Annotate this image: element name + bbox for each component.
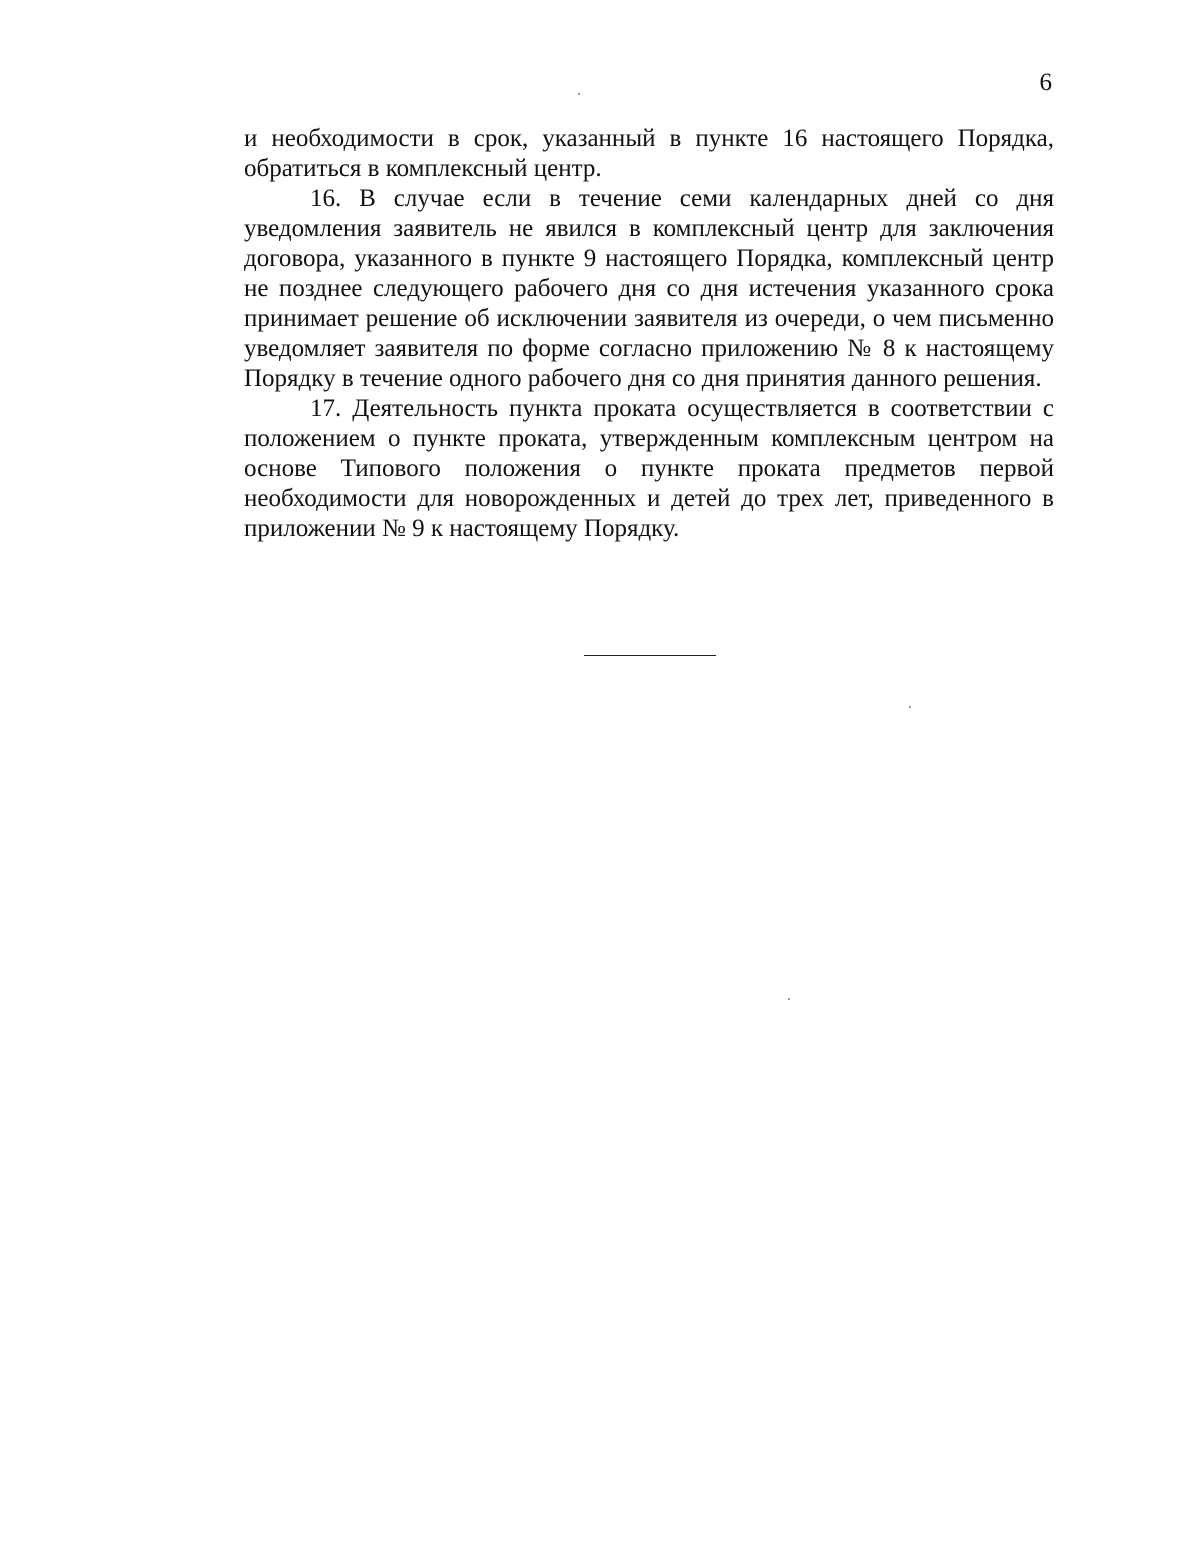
scan-speck xyxy=(788,998,790,1000)
end-of-text-rule xyxy=(584,655,716,656)
paragraph-clause-17: 17. Деятельность пункта проката осуществляется в соответствии с положением о пункте проката, утвержденным комплексным центром на основе Типового положения о пункте проката предметов первой необходимости для новорожденных и детей до трех лет, приведенного в приложении № 9 к настоящему Порядку. xyxy=(244,395,1054,542)
paragraph-continuation: и необходимости в срок, указанный в пункте 16 настоящего Порядка, обратиться в комплексный центр. xyxy=(244,125,1054,182)
paragraph-clause-16: 16. В случае если в течение семи календарных дней со дня уведомления заявитель не явился в комплексный центр для заключения договора, указанного в пункте 9 настоящего Порядка, комплексный центр не позднее следующего рабочего дня со дня истечения указанного срока принимает решение об исключении заявителя из очереди, о чем письменно уведомляет заявителя по форме согласно приложению № 8 к настоящему Порядку в течение одного рабочего дня со дня принятия данного решения. xyxy=(244,185,1054,392)
page-number: 6 xyxy=(1039,69,1052,96)
scan-speck xyxy=(578,93,580,95)
scan-speck xyxy=(909,706,911,708)
document-body xyxy=(244,124,1054,544)
